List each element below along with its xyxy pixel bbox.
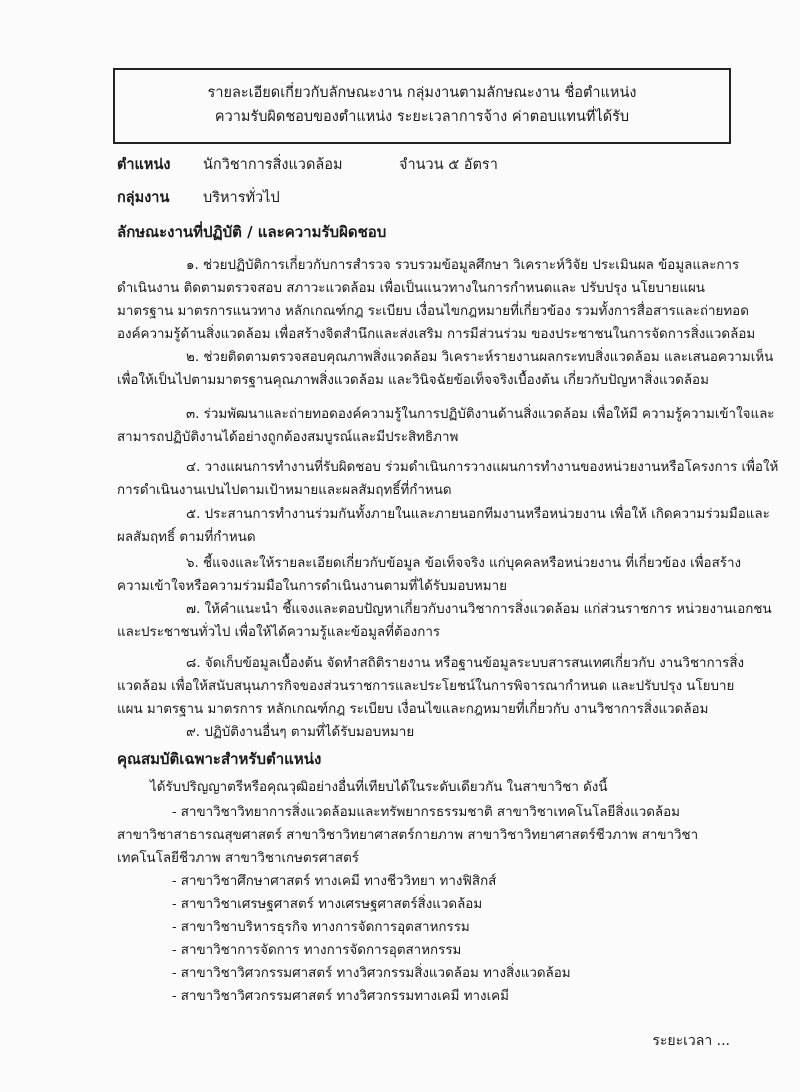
duty-line: มาตรฐาน มาตรการแนวทาง หลักเกณฑ์กฎ ระเบียบ เงื่อนไขกฎหมายที่เกี่ยวข้อง รวมทั้งการสื่อสารและถ่ายทอด xyxy=(117,304,749,319)
qualification-line: - สาขาวิชาวิศวกรรมศาสตร์ ทางวิศวกรรมทางเคมี ทางเคมี xyxy=(172,989,509,1004)
header-line-2: ความรับผิดชอบของตำแหน่ง ระยะเวลาการจ้าง ค่าตอบแทนที่ได้รับ xyxy=(214,109,630,125)
position-label: ตำแหน่ง xyxy=(117,156,171,173)
qualification-line: ได้รับปริญญาตรีหรือคุณวุฒิอย่างอื่นที่เทียบได้ในระดับเดียวกัน ในสาขาวิชา ดังนี้ xyxy=(150,780,608,795)
duty-line: ๖. ชี้แจงและให้รายละเอียดเกี่ยวกับข้อมูล ข้อเท็จจริง แก่บุคคลหรือหน่วยงาน ที่เกี่ยวข้อง เพื่อสร้าง xyxy=(186,556,742,571)
group-value: บริหารทั่วไป xyxy=(203,190,280,206)
duty-line: ๔. วางแผนการทำงานที่รับผิดชอบ ร่วมดำเนินการวางแผนการทำงานของหน่วยงานหรือโครงการ เพื่อให้ xyxy=(186,460,779,475)
duty-line: เพื่อให้เป็นไปตามมาตรฐานคุณภาพสิ่งแวดล้อม และวินิจฉัยข้อเท็จจริงเบื้องต้น เกี่ยวกับปัญหาสิ่งแวดล้อม xyxy=(117,373,709,388)
qualification-line: - สาขาวิชาศึกษาศาสตร์ ทางเคมี ทางชีววิทยา ทางฟิสิกส์ xyxy=(172,874,497,889)
duty-line: และประชาชนทั่วไป เพื่อให้ได้ความรู้และข้อมูลที่ต้องการ xyxy=(117,625,441,640)
duty-line: แวดล้อม เพื่อให้สนับสนุนภารกิจของส่วนราชการและประโยชน์ในการพิจารณากำหนด และปรับปรุง นโยบาย xyxy=(117,679,735,694)
group-row xyxy=(117,187,717,209)
qualification-line: - สาขาวิชาวิศวกรรมศาสตร์ ทางวิศวกรรมสิ่งแวดล้อม ทางสิ่งแวดล้อม xyxy=(172,966,571,981)
duty-line: ๕. ประสานการทำงานร่วมกันทั้งภายในและภายนอกทีมงานหรือหน่วยงาน เพื่อให้ เกิดความร่วมมือและ xyxy=(186,507,770,522)
duty-line: แผน มาตรฐาน มาตรการ หลักเกณฑ์กฎ ระเบียบ เงื่อนไขและกฎหมายที่เกี่ยวกับ งานวิชาการสิ่งแวดล้อม xyxy=(117,702,709,717)
position-row xyxy=(117,154,717,176)
position-count: จำนวน ๕ อัตรา xyxy=(399,157,498,173)
duty-line: ๑. ช่วยปฏิบัติการเกี่ยวกับการสำรวจ รวบรวมข้อมูลศึกษา วิเคราะห์วิจัย ประเมินผล ข้อมูลและการ xyxy=(186,258,740,273)
duty-line: ๗. ให้คำแนะนำ ชี้แจงและตอบปัญหาเกี่ยวกับงานวิชาการสิ่งแวดล้อม แก่ส่วนราชการ หน่วยงานเอกชน xyxy=(186,602,772,617)
duty-line: การดำเนินงานเปนไปตามเป้าหมายและผลสัมฤทธิ์ที่กำหนด xyxy=(117,483,452,498)
duty-line: ความเข้าใจหรือความร่วมมือในการดำเนินงานตามที่ได้รับมอบหมาย xyxy=(117,579,507,594)
duty-line: สามารถปฏิบัติงานได้อย่างถูกต้องสมบูรณ์และมีประสิทธิภาพ xyxy=(117,430,459,445)
duty-line: ๙. ปฏิบัติงานอื่นๆ ตามที่ได้รับมอบหมาย xyxy=(186,725,415,740)
header-box xyxy=(113,68,731,144)
duties-heading: ลักษณะงานที่ปฏิบัติ / และความรับผิดชอบ xyxy=(117,223,387,241)
group-label: กลุ่มงาน xyxy=(117,189,170,206)
duty-line: ๓. ร่วมพัฒนาและถ่ายทอดองค์ความรู้ในการปฏิบัติงานด้านสิ่งแวดล้อม เพื่อให้มี ความรู้ความเข้าใจและ xyxy=(186,407,775,422)
duty-line: ดำเนินงาน ติดตามตรวจสอบ สภาวะแวดล้อม เพื่อเป็นแนวทางในการกำหนดและ ปรับปรุง นโยบายแผน xyxy=(117,281,705,296)
continuation-text: ระยะเวลา ... xyxy=(652,1033,730,1049)
duty-line: องค์ความรู้ด้านสิ่งแวดล้อม เพื่อสร้างจิตสำนึกและส่งเสริม การมีส่วนร่วม ของประชาชนในการจัดการสิ่งแวดล้อม xyxy=(117,327,756,342)
qualification-line: - สาขาวิชาบริหารธุรกิจ ทางการจัดการอุตสาหกรรม xyxy=(172,920,470,935)
qualification-line: - สาขาวิชาเศรษฐศาสตร์ ทางเศรษฐศาสตร์สิ่งแวดล้อม xyxy=(172,897,483,912)
duty-line: ผลสัมฤทธิ์ ตามที่กำหนด xyxy=(117,530,256,545)
position-value: นักวิชาการสิ่งแวดล้อม xyxy=(203,157,343,173)
qualification-line: - สาขาวิชาการจัดการ ทางการจัดการอุตสาหกรรม xyxy=(172,943,462,958)
header-line-1: รายละเอียดเกี่ยวกับลักษณะงาน กลุ่มงานตามลักษณะงาน ชื่อตำแหน่ง xyxy=(207,85,637,101)
duty-line: ๘. จัดเก็บข้อมูลเบื้องต้น จัดทำสถิติรายงาน หรือฐานข้อมูลระบบสารสนเทศเกี่ยวกับ งานวิชาการสิ่ง xyxy=(186,656,745,671)
qualification-line: เทคโนโลยีชีวภาพ สาขาวิชาเกษตรศาสตร์ xyxy=(117,851,359,866)
qualification-line: สาขาวิชาสาธารณสุขศาสตร์ สาขาวิชาวิทยาศาสตร์กายภาพ สาขาวิชาวิทยาศาสตร์ชีวภาพ สาขาวิชา xyxy=(117,828,699,843)
qualification-line: - สาขาวิชาวิทยาการสิ่งแวดล้อมและทรัพยากรธรรมชาติ สาขาวิชาเทคโนโลยีสิ่งแวดล้อม xyxy=(172,805,680,820)
qualifications-heading: คุณสมบัติเฉพาะสำหรับตำแหน่ง xyxy=(117,750,322,768)
duty-line: ๒. ช่วยติดตามตรวจสอบคุณภาพสิ่งแวดล้อม วิเคราะห์รายงานผลกระทบสิ่งแวดล้อม และเสนอความเห็น xyxy=(186,350,774,365)
